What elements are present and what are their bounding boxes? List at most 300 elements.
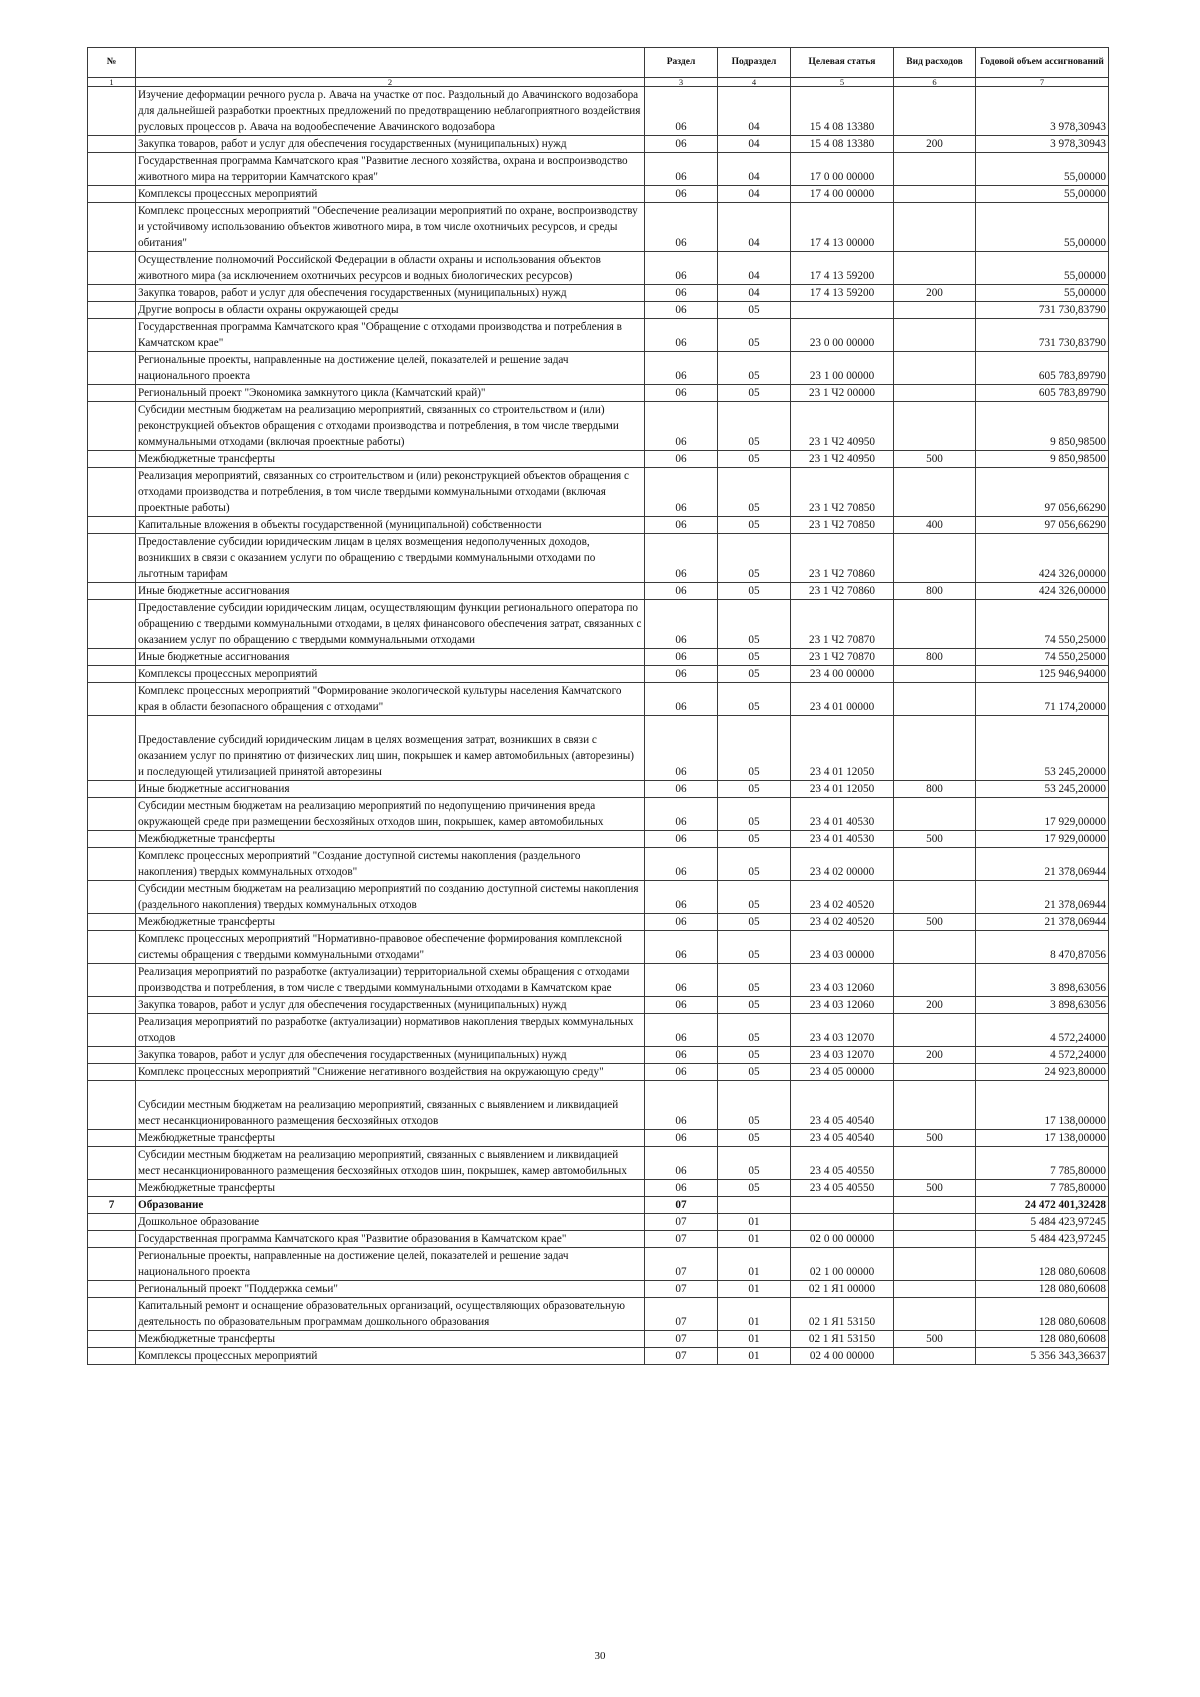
- row-expense-type: 800: [894, 583, 976, 600]
- row-number: [88, 1130, 136, 1147]
- row-subsection: 05: [718, 402, 791, 451]
- row-subsection: 04: [718, 136, 791, 153]
- row-number: [88, 451, 136, 468]
- row-number: [88, 831, 136, 848]
- row-name: Осуществление полномочий Российской Федерации в области охраны и использования объектов животного мира (за исключением охотничьих ресурсов и водных биологических ресурсов): [136, 252, 645, 285]
- table-row: [88, 186, 1109, 203]
- row-target-article: 23 4 01 12050: [791, 716, 894, 781]
- row-target-article: 23 4 03 12070: [791, 1047, 894, 1064]
- row-name: Предоставление субсидий юридическим лицам в целях возмещения затрат, возникших в связи с оказанием услуг по принятию от физических лиц шин, покрышек и камер автомобильных (авторезины) и последующей утилизацией принятой авторезины: [136, 716, 645, 781]
- row-amount: 424 326,00000: [976, 534, 1109, 583]
- row-target-article: [791, 302, 894, 319]
- row-amount: 7 785,80000: [976, 1147, 1109, 1180]
- row-subsection: 05: [718, 964, 791, 997]
- row-number: [88, 781, 136, 798]
- row-expense-type: 200: [894, 1047, 976, 1064]
- row-expense-type: [894, 1197, 976, 1214]
- row-target-article: 23 4 03 12060: [791, 964, 894, 997]
- table-row: [88, 997, 1109, 1014]
- table-row: [88, 931, 1109, 964]
- row-number: [88, 136, 136, 153]
- row-subsection: 05: [718, 1064, 791, 1081]
- row-name: Региональный проект "Экономика замкнутого цикла (Камчатский край)": [136, 385, 645, 402]
- col-number-3: 3: [645, 78, 718, 87]
- row-number: [88, 517, 136, 534]
- row-expense-type: [894, 186, 976, 203]
- row-number: [88, 402, 136, 451]
- row-name: Предоставление субсидии юридическим лицам, осуществляющим функции регионального оператора по обращению с твердыми коммунальными отходами, в целях финансового обеспечения затрат, связанных с оказанием услуг по обращению с твердыми коммунальными отходами: [136, 600, 645, 649]
- row-name: Межбюджетные трансферты: [136, 914, 645, 931]
- row-subsection: 05: [718, 914, 791, 931]
- row-amount: 53 245,20000: [976, 781, 1109, 798]
- row-number: [88, 1331, 136, 1348]
- row-target-article: 23 4 05 40540: [791, 1081, 894, 1130]
- row-subsection: 05: [718, 385, 791, 402]
- row-target-article: 23 1 Ч2 70860: [791, 583, 894, 600]
- row-number: [88, 252, 136, 285]
- row-section: 06: [645, 781, 718, 798]
- row-number: [88, 285, 136, 302]
- table-row: [88, 451, 1109, 468]
- row-target-article: 17 4 13 59200: [791, 252, 894, 285]
- row-name: Региональные проекты, направленные на достижение целей, показателей и решение задач национального проекта: [136, 352, 645, 385]
- row-name: Предоставление субсидии юридическим лицам в целях возмещения недополученных доходов, возникших в связи с оказанием услуги по обращению с твердыми коммунальными отходами по льготным тарифам: [136, 534, 645, 583]
- table-row: [88, 1231, 1109, 1248]
- row-subsection: 05: [718, 534, 791, 583]
- row-target-article: 15 4 08 13380: [791, 136, 894, 153]
- row-section: 06: [645, 1130, 718, 1147]
- row-section: 06: [645, 583, 718, 600]
- row-amount: 97 056,66290: [976, 517, 1109, 534]
- row-subsection: 05: [718, 781, 791, 798]
- col-header-name: [136, 48, 645, 78]
- row-number: [88, 534, 136, 583]
- row-amount: 17 138,00000: [976, 1130, 1109, 1147]
- row-name: Комплекс процессных мероприятий "Формирование экологической культуры населения Камчатского края в области безопасного обращения с отходами": [136, 683, 645, 716]
- row-target-article: 23 1 Ч2 70850: [791, 517, 894, 534]
- row-subsection: 05: [718, 931, 791, 964]
- row-subsection: 04: [718, 285, 791, 302]
- row-amount: 9 850,98500: [976, 402, 1109, 451]
- col-header-expense-type: Вид расходов: [894, 48, 976, 78]
- row-subsection: 05: [718, 666, 791, 683]
- row-name: Региональные проекты, направленные на достижение целей, показателей и решение задач национального проекта: [136, 1248, 645, 1281]
- row-subsection: 04: [718, 87, 791, 136]
- table-row: [88, 798, 1109, 831]
- row-subsection: 01: [718, 1331, 791, 1348]
- row-target-article: 23 4 01 40530: [791, 798, 894, 831]
- row-subsection: 05: [718, 716, 791, 781]
- table-row: [88, 136, 1109, 153]
- row-section: 06: [645, 319, 718, 352]
- row-expense-type: [894, 1248, 976, 1281]
- row-target-article: 02 1 00 00000: [791, 1248, 894, 1281]
- row-section: 07: [645, 1214, 718, 1231]
- row-name: Межбюджетные трансферты: [136, 1331, 645, 1348]
- row-number: [88, 319, 136, 352]
- row-expense-type: 200: [894, 997, 976, 1014]
- row-expense-type: [894, 1348, 976, 1365]
- row-amount: 24 923,80000: [976, 1064, 1109, 1081]
- row-expense-type: 500: [894, 451, 976, 468]
- row-section: 07: [645, 1231, 718, 1248]
- row-section: 06: [645, 468, 718, 517]
- row-number: [88, 1014, 136, 1047]
- row-section: 07: [645, 1348, 718, 1365]
- row-name: Реализация мероприятий по разработке (актуализации) нормативов накопления твердых коммунальных отходов: [136, 1014, 645, 1047]
- row-section: 06: [645, 881, 718, 914]
- row-number: [88, 1348, 136, 1365]
- row-name: Иные бюджетные ассигнования: [136, 583, 645, 600]
- row-section: 06: [645, 831, 718, 848]
- table-row: [88, 583, 1109, 600]
- row-amount: 17 138,00000: [976, 1081, 1109, 1130]
- row-target-article: [791, 1197, 894, 1214]
- row-subsection: 05: [718, 831, 791, 848]
- table-row: [88, 385, 1109, 402]
- row-expense-type: [894, 1014, 976, 1047]
- row-number: [88, 385, 136, 402]
- row-name: Межбюджетные трансферты: [136, 1130, 645, 1147]
- row-target-article: 15 4 08 13380: [791, 87, 894, 136]
- row-expense-type: [894, 203, 976, 252]
- table-row: [88, 666, 1109, 683]
- table-row: [88, 1331, 1109, 1348]
- row-section: 06: [645, 798, 718, 831]
- row-amount: 424 326,00000: [976, 583, 1109, 600]
- row-target-article: 23 4 02 00000: [791, 848, 894, 881]
- col-header-number: №: [88, 48, 136, 78]
- row-expense-type: [894, 1214, 976, 1231]
- row-name: Образование: [136, 1197, 645, 1214]
- row-amount: 71 174,20000: [976, 683, 1109, 716]
- row-target-article: 23 1 00 00000: [791, 352, 894, 385]
- row-target-article: 23 1 Ч2 40950: [791, 402, 894, 451]
- row-target-article: 23 1 Ч2 00000: [791, 385, 894, 402]
- row-expense-type: [894, 87, 976, 136]
- row-amount: 55,00000: [976, 285, 1109, 302]
- row-amount: 5 484 423,97245: [976, 1231, 1109, 1248]
- row-target-article: 23 4 05 40550: [791, 1147, 894, 1180]
- row-subsection: 05: [718, 881, 791, 914]
- row-number: 7: [88, 1197, 136, 1214]
- row-name: Другие вопросы в области охраны окружающей среды: [136, 302, 645, 319]
- row-subsection: 01: [718, 1231, 791, 1248]
- row-section: 06: [645, 1147, 718, 1180]
- table-row: [88, 1248, 1109, 1281]
- row-subsection: 05: [718, 517, 791, 534]
- row-number: [88, 649, 136, 666]
- row-subsection: 05: [718, 1047, 791, 1064]
- row-number: [88, 1081, 136, 1130]
- row-name: Закупка товаров, работ и услуг для обеспечения государственных (муниципальных) нужд: [136, 136, 645, 153]
- row-subsection: 01: [718, 1248, 791, 1281]
- row-subsection: 04: [718, 186, 791, 203]
- row-number: [88, 914, 136, 931]
- row-number: [88, 352, 136, 385]
- row-number: [88, 716, 136, 781]
- row-name: Межбюджетные трансферты: [136, 831, 645, 848]
- row-amount: 731 730,83790: [976, 319, 1109, 352]
- col-header-section: Раздел: [645, 48, 718, 78]
- row-subsection: 04: [718, 252, 791, 285]
- row-subsection: 05: [718, 583, 791, 600]
- row-name: Государственная программа Камчатского края "Развитие лесного хозяйства, охрана и воспроизводство животного мира на территории Камчатского края": [136, 153, 645, 186]
- table-row: [88, 534, 1109, 583]
- row-section: 06: [645, 203, 718, 252]
- row-section: 06: [645, 352, 718, 385]
- row-number: [88, 964, 136, 997]
- row-target-article: 23 4 03 12060: [791, 997, 894, 1014]
- row-number: [88, 881, 136, 914]
- row-amount: 74 550,25000: [976, 649, 1109, 666]
- table-row: [88, 1214, 1109, 1231]
- row-subsection: 01: [718, 1298, 791, 1331]
- row-name: Комплекс процессных мероприятий "Снижение негативного воздействия на окружающую среду": [136, 1064, 645, 1081]
- row-amount: 21 378,06944: [976, 848, 1109, 881]
- row-target-article: 23 1 Ч2 70850: [791, 468, 894, 517]
- row-section: 06: [645, 402, 718, 451]
- row-expense-type: [894, 600, 976, 649]
- row-amount: 128 080,60608: [976, 1331, 1109, 1348]
- row-target-article: 23 4 03 12070: [791, 1014, 894, 1047]
- table-row: [88, 1197, 1109, 1214]
- row-subsection: 05: [718, 798, 791, 831]
- row-section: 07: [645, 1248, 718, 1281]
- row-section: 06: [645, 451, 718, 468]
- table-row: [88, 716, 1109, 781]
- row-number: [88, 1214, 136, 1231]
- row-subsection: 05: [718, 848, 791, 881]
- row-amount: 55,00000: [976, 186, 1109, 203]
- row-name: Комплексы процессных мероприятий: [136, 666, 645, 683]
- row-expense-type: [894, 302, 976, 319]
- row-target-article: 02 1 Я1 53150: [791, 1298, 894, 1331]
- row-expense-type: [894, 848, 976, 881]
- row-target-article: 23 4 03 00000: [791, 931, 894, 964]
- row-name: Региональный проект "Поддержка семьи": [136, 1281, 645, 1298]
- table-row: [88, 683, 1109, 716]
- row-subsection: 05: [718, 302, 791, 319]
- row-expense-type: [894, 964, 976, 997]
- row-expense-type: [894, 352, 976, 385]
- table-row: [88, 87, 1109, 136]
- row-subsection: 01: [718, 1281, 791, 1298]
- row-name: Реализация мероприятий по разработке (актуализации) территориальной схемы обращения с отходами производства и потребления, в том числе с твердыми коммунальными отходами в Камчатском крае: [136, 964, 645, 997]
- row-amount: 128 080,60608: [976, 1248, 1109, 1281]
- row-amount: 605 783,89790: [976, 352, 1109, 385]
- row-subsection: 05: [718, 319, 791, 352]
- table-row: [88, 881, 1109, 914]
- table-row: [88, 153, 1109, 186]
- row-number: [88, 153, 136, 186]
- row-subsection: 05: [718, 1014, 791, 1047]
- row-amount: 605 783,89790: [976, 385, 1109, 402]
- row-name: Иные бюджетные ассигнования: [136, 781, 645, 798]
- row-number: [88, 1180, 136, 1197]
- row-expense-type: 500: [894, 1331, 976, 1348]
- row-name: Субсидии местным бюджетам на реализацию мероприятий, связанных с выявлением и ликвидацией мест несанкционированного размещения бесхозяйных отходов шин, покрышек, камер автомобильных: [136, 1147, 645, 1180]
- row-target-article: 23 0 00 00000: [791, 319, 894, 352]
- row-subsection: 01: [718, 1214, 791, 1231]
- row-amount: 17 929,00000: [976, 798, 1109, 831]
- row-target-article: 23 4 01 12050: [791, 781, 894, 798]
- row-target-article: 23 4 02 40520: [791, 881, 894, 914]
- row-section: 06: [645, 534, 718, 583]
- row-target-article: 23 1 Ч2 70870: [791, 600, 894, 649]
- row-section: 06: [645, 666, 718, 683]
- row-subsection: 04: [718, 153, 791, 186]
- page-number: 30: [594, 1650, 606, 1662]
- row-amount: 17 929,00000: [976, 831, 1109, 848]
- row-amount: 3 898,63056: [976, 964, 1109, 997]
- table-row: [88, 964, 1109, 997]
- row-target-article: 17 4 13 00000: [791, 203, 894, 252]
- row-number: [88, 848, 136, 881]
- row-amount: 5 356 343,36637: [976, 1348, 1109, 1365]
- row-name: Изучение деформации речного русла р. Авача на участке от пос. Раздольный до Авачинского водозабора для дальнейшей разработки проектных предложений по предотвращению неблагоприятного воздействия русловых процессов р. Авача на водообеспечение Авачинского водозабора: [136, 87, 645, 136]
- row-subsection: 05: [718, 352, 791, 385]
- row-expense-type: [894, 683, 976, 716]
- row-amount: 9 850,98500: [976, 451, 1109, 468]
- table-row: [88, 203, 1109, 252]
- table-row: [88, 352, 1109, 385]
- row-subsection: 05: [718, 468, 791, 517]
- row-section: 06: [645, 385, 718, 402]
- row-expense-type: [894, 319, 976, 352]
- row-name: Закупка товаров, работ и услуг для обеспечения государственных (муниципальных) нужд: [136, 285, 645, 302]
- row-number: [88, 468, 136, 517]
- row-subsection: 05: [718, 600, 791, 649]
- row-amount: 24 472 401,32428: [976, 1197, 1109, 1214]
- row-section: 06: [645, 649, 718, 666]
- row-expense-type: 400: [894, 517, 976, 534]
- table-row: [88, 319, 1109, 352]
- table-row: [88, 1047, 1109, 1064]
- row-section: 07: [645, 1281, 718, 1298]
- row-name: Комплексы процессных мероприятий: [136, 1348, 645, 1365]
- row-number: [88, 1248, 136, 1281]
- row-expense-type: [894, 1281, 976, 1298]
- row-name: Субсидии местным бюджетам на реализацию мероприятий, связанных со строительством и (или) реконструкцией объектов обращения с отходами производства и потребления, в том числе твердыми коммунальными отходами (включая проектные работы): [136, 402, 645, 451]
- column-numbers-row: [88, 78, 1109, 87]
- row-expense-type: 200: [894, 136, 976, 153]
- col-header-subsection: Подраздел: [718, 48, 791, 78]
- row-subsection: 05: [718, 1147, 791, 1180]
- col-header-annual-amount: Годовой объем ассигнований: [976, 48, 1109, 78]
- row-section: 06: [645, 252, 718, 285]
- row-section: 06: [645, 1180, 718, 1197]
- row-amount: 125 946,94000: [976, 666, 1109, 683]
- row-subsection: 04: [718, 203, 791, 252]
- table-row: [88, 1180, 1109, 1197]
- row-subsection: [718, 1197, 791, 1214]
- row-name: Государственная программа Камчатского края "Развитие образования в Камчатском крае": [136, 1231, 645, 1248]
- table-row: [88, 468, 1109, 517]
- row-number: [88, 666, 136, 683]
- row-expense-type: [894, 402, 976, 451]
- table-header-row: [88, 48, 1109, 78]
- row-number: [88, 1064, 136, 1081]
- row-section: 06: [645, 517, 718, 534]
- table-row: [88, 302, 1109, 319]
- row-expense-type: [894, 385, 976, 402]
- row-target-article: 02 0 00 00000: [791, 1231, 894, 1248]
- col-number-7: 7: [976, 78, 1109, 87]
- row-expense-type: [894, 716, 976, 781]
- row-target-article: 02 1 Я1 00000: [791, 1281, 894, 1298]
- table-row: [88, 517, 1109, 534]
- row-section: 06: [645, 931, 718, 964]
- row-expense-type: [894, 252, 976, 285]
- table-row: [88, 1147, 1109, 1180]
- row-expense-type: [894, 1147, 976, 1180]
- row-target-article: 02 4 00 00000: [791, 1348, 894, 1365]
- row-name: Межбюджетные трансферты: [136, 1180, 645, 1197]
- row-name: Капитальный ремонт и оснащение образовательных организаций, осуществляющих образовательную деятельность по образовательным программам дошкольного образования: [136, 1298, 645, 1331]
- col-number-6: 6: [894, 78, 976, 87]
- row-expense-type: [894, 798, 976, 831]
- row-section: 06: [645, 186, 718, 203]
- row-section: 06: [645, 1047, 718, 1064]
- table-row: [88, 252, 1109, 285]
- row-amount: 55,00000: [976, 252, 1109, 285]
- row-amount: 21 378,06944: [976, 914, 1109, 931]
- row-target-article: 17 4 13 59200: [791, 285, 894, 302]
- table-row: [88, 285, 1109, 302]
- row-number: [88, 1298, 136, 1331]
- row-section: 07: [645, 1197, 718, 1214]
- row-section: 06: [645, 1081, 718, 1130]
- row-name: Субсидии местным бюджетам на реализацию мероприятий по недопущению причинения вреда окружающей среде при размещении бесхозяйных отходов шин, покрышек, камер автомобильных: [136, 798, 645, 831]
- row-number: [88, 203, 136, 252]
- row-section: 06: [645, 136, 718, 153]
- row-name: Капитальные вложения в объекты государственной (муниципальной) собственности: [136, 517, 645, 534]
- row-name: Комплекс процессных мероприятий "Обеспечение реализации мероприятий по охране, воспроизводству и устойчивому использованию объектов животного мира, в том числе охотничьих ресурсов, и среды обитания": [136, 203, 645, 252]
- row-number: [88, 931, 136, 964]
- row-number: [88, 583, 136, 600]
- table-row: [88, 1064, 1109, 1081]
- row-amount: 731 730,83790: [976, 302, 1109, 319]
- row-subsection: 05: [718, 451, 791, 468]
- col-number-2: 2: [136, 78, 645, 87]
- row-amount: 74 550,25000: [976, 600, 1109, 649]
- row-target-article: 23 4 01 00000: [791, 683, 894, 716]
- table-row: [88, 1348, 1109, 1365]
- row-amount: 97 056,66290: [976, 468, 1109, 517]
- table-row: [88, 831, 1109, 848]
- table-row: [88, 600, 1109, 649]
- row-target-article: 23 1 Ч2 70870: [791, 649, 894, 666]
- row-name: Комплексы процессных мероприятий: [136, 186, 645, 203]
- row-number: [88, 683, 136, 716]
- table-row: [88, 649, 1109, 666]
- row-expense-type: [894, 931, 976, 964]
- row-target-article: 17 4 00 00000: [791, 186, 894, 203]
- row-target-article: 23 4 02 40520: [791, 914, 894, 931]
- row-name: Закупка товаров, работ и услуг для обеспечения государственных (муниципальных) нужд: [136, 1047, 645, 1064]
- row-number: [88, 1281, 136, 1298]
- row-target-article: 17 0 00 00000: [791, 153, 894, 186]
- row-target-article: 23 4 05 40540: [791, 1130, 894, 1147]
- col-number-4: 4: [718, 78, 791, 87]
- row-expense-type: 800: [894, 781, 976, 798]
- table-row: [88, 1281, 1109, 1298]
- col-number-5: 5: [791, 78, 894, 87]
- row-number: [88, 798, 136, 831]
- row-section: 06: [645, 153, 718, 186]
- row-number: [88, 186, 136, 203]
